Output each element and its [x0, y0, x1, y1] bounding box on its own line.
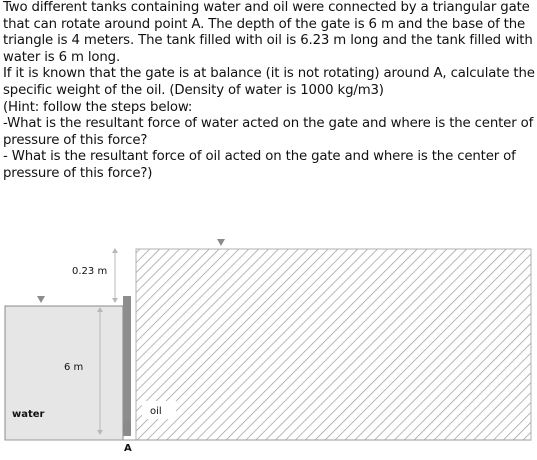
problem-statement	[3, 0, 535, 183]
dim-arrow-bottom	[112, 298, 118, 303]
problem-line: specific weight of the oil. (Density of water is 1000 kg/m3)	[3, 82, 384, 98]
pivot-hinge	[123, 420, 131, 436]
tank-gate-figure	[0, 230, 537, 460]
water-surface-marker	[37, 296, 45, 303]
oil-tank	[136, 249, 531, 440]
gate	[123, 296, 131, 436]
problem-line: triangle is 4 meters. The tank filled with oil is 6.23 m long and the tank filled with	[3, 33, 533, 49]
pivot-label: A	[124, 443, 132, 454]
problem-line: pressure of this force?)	[3, 165, 153, 181]
problem-line: - What is the resultant force of oil acted on the gate and where is the center of	[3, 149, 516, 165]
problem-line: -What is the resultant force of water acted on the gate and where is the center of	[3, 116, 534, 132]
problem-line: that can rotate around point A. The depth of the gate is 6 m and the base of the	[3, 16, 526, 32]
problem-line: Two different tanks containing water and oil were connected by a triangular gate	[3, 0, 530, 15]
oil-surface-marker	[217, 239, 225, 246]
problem-line: water is 6 m long.	[3, 49, 121, 65]
problem-line: If it is known that the gate is at balance (it is not rotating) around A, calculate the	[3, 66, 535, 82]
water-label: water	[12, 409, 45, 420]
dim-label-0-23: 0.23 m	[72, 266, 108, 277]
dim-arrow-top	[112, 248, 118, 253]
problem-line: pressure of this force?	[3, 132, 148, 148]
dim-label-6m: 6 m	[64, 362, 84, 373]
problem-line: (Hint: follow the steps below:	[3, 99, 193, 115]
oil-label: oil	[150, 406, 162, 417]
